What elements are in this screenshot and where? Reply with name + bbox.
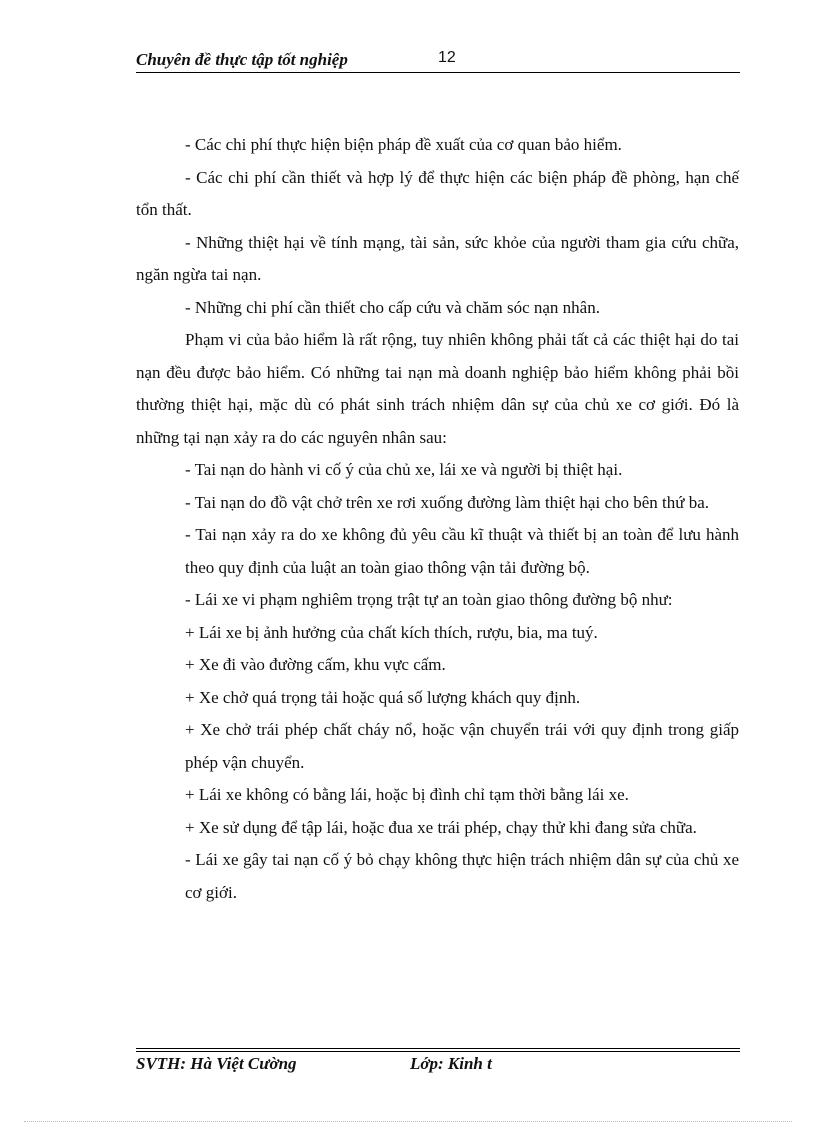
paragraph: - Tai nạn xảy ra do xe không đủ yêu cầu kĩ thuật và thiết bị an toàn để lưu hành theo quy định của luật an toàn giao thông vận tải đường bộ. — [185, 525, 739, 577]
paragraph: + Lái xe bị ảnh hưởng của chất kích thích, rượu, bia, ma tuý. — [185, 622, 598, 642]
page-number: 12 — [438, 49, 456, 66]
paragraph: - Lái xe vi phạm nghiêm trọng trật tự an toàn giao thông đường bộ như: — [185, 590, 673, 609]
paragraph: - Những thiệt hại về tính mạng, tài sản, sức khỏe của người tham gia cứu chữa, ngăn ngừa tai nạn. — [136, 232, 739, 284]
paragraph: + Xe chở trái phép chất cháy nổ, hoặc vận chuyển trái với quy định trong giấp phép vận chuyển. — [185, 720, 739, 772]
footer-student: SVTH: Hà Việt Cường — [136, 1054, 297, 1073]
page-header — [136, 48, 740, 73]
footer-class: Lớp: Kinh t — [410, 1054, 492, 1073]
footer-rule — [136, 1051, 740, 1052]
page-edge — [24, 1121, 792, 1122]
paragraph: - Lái xe gây tai nạn cố ý bỏ chạy không thực hiện trách nhiệm dân sự của chủ xe cơ giới. — [185, 850, 739, 902]
document-title: Chuyên đề thực tập tốt nghiệp — [136, 50, 348, 69]
paragraph: Phạm vi của bảo hiểm là rất rộng, tuy nhiên không phải tất cả các thiệt hại do tai nạn đều được bảo hiểm. Có những tai nạn mà doanh nghiệp bảo hiểm không phải bồi thường thiệt hại, mặc dù có phát sinh trách nhiệm dân sự của chủ xe cơ giới. Đó là những tại nạn xảy ra do các nguyên nhân sau: — [136, 330, 739, 447]
body-text — [136, 129, 739, 909]
paragraph: - Những chi phí cần thiết cho cấp cứu và chăm sóc nạn nhân. — [185, 297, 600, 317]
paragraph: + Xe đi vào đường cấm, khu vực cấm. — [185, 655, 446, 674]
paragraph: - Các chi phí cần thiết và hợp lý để thực hiện các biện pháp đề phòng, hạn chế tổn thất. — [136, 167, 739, 219]
paragraph: - Các chi phí thực hiện biện pháp đề xuất của cơ quan bảo hiểm. — [185, 135, 622, 154]
paragraph: + Xe sử dụng để tập lái, hoặc đua xe trái phép, chạy thử khi đang sửa chữa. — [185, 817, 697, 837]
paragraph: - Tai nạn do đồ vật chở trên xe rơi xuống đường làm thiệt hại cho bên thứ ba. — [185, 492, 710, 512]
footer-rule — [136, 1048, 740, 1049]
paragraph: + Lái xe không có bằng lái, hoặc bị đình chỉ tạm thời bằng lái xe. — [185, 785, 629, 804]
paragraph: + Xe chở quá trọng tải hoặc quá số lượng khách quy định. — [185, 687, 581, 707]
paragraph: - Tai nạn do hành vi cố ý của chủ xe, lái xe và người bị thiệt hại. — [185, 460, 623, 479]
